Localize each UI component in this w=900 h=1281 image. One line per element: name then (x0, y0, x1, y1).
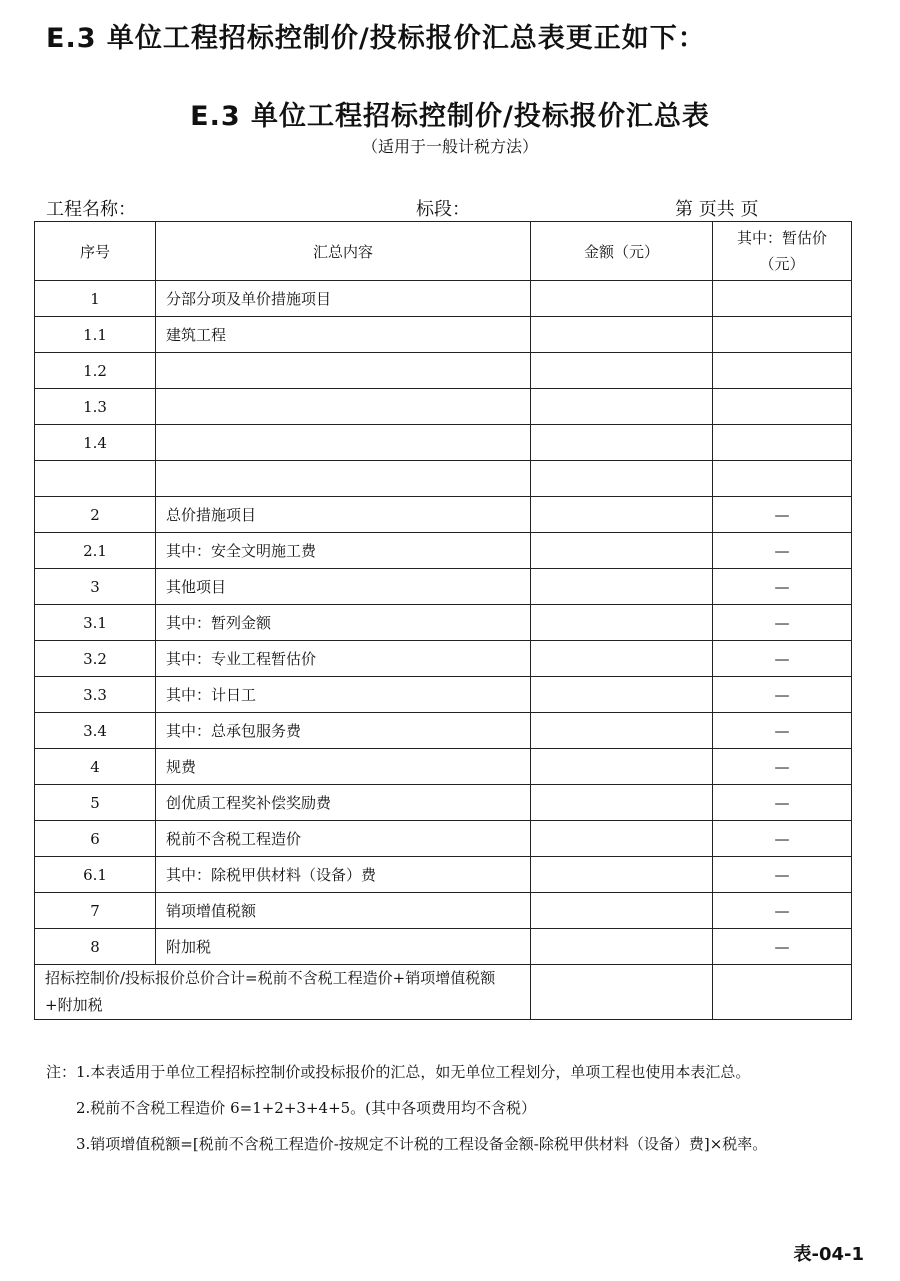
project-name-label: 工程名称： (46, 199, 136, 220)
row-content: 其他项目 (156, 569, 531, 605)
row-content: 分部分项及单价措施项目 (156, 281, 531, 317)
row-amount (531, 605, 713, 641)
row-serial-no (35, 461, 156, 497)
table-header-row (35, 222, 852, 281)
row-serial-no: 5 (35, 785, 156, 821)
row-amount (531, 425, 713, 461)
table-row (35, 569, 852, 605)
row-content: 其中：除税甲供材料（设备）费 (156, 857, 531, 893)
note-3: 3.销项增值税额=[税前不含税工程造价-按规定不计税的工程设备金额-除税甲供材料（设备）费]×税率。 (76, 1135, 768, 1153)
table-row (35, 605, 852, 641)
row-content (156, 353, 531, 389)
table-row (35, 821, 852, 857)
row-serial-no: 3 (35, 569, 156, 605)
row-provisional-price: — (713, 785, 852, 821)
total-row (35, 965, 852, 1020)
row-content: 总价措施项目 (156, 497, 531, 533)
row-serial-no: 3.3 (35, 677, 156, 713)
row-serial-no: 2.1 (35, 533, 156, 569)
row-provisional-price: — (713, 677, 852, 713)
table-row (35, 677, 852, 713)
table-row (35, 497, 852, 533)
row-amount (531, 569, 713, 605)
row-amount (531, 533, 713, 569)
page-indicator: 第 页共 页 (675, 199, 759, 220)
row-provisional-price (713, 389, 852, 425)
table-row (35, 641, 852, 677)
row-amount (531, 353, 713, 389)
header-content: 汇总内容 (156, 222, 531, 281)
row-provisional-price: — (713, 569, 852, 605)
header-serial-no: 序号 (35, 222, 156, 281)
row-content: 其中：总承包服务费 (156, 713, 531, 749)
row-content: 其中：专业工程暂估价 (156, 641, 531, 677)
row-amount (531, 893, 713, 929)
row-provisional-price: — (713, 821, 852, 857)
row-serial-no: 1.3 (35, 389, 156, 425)
table-row (35, 749, 852, 785)
row-amount (531, 929, 713, 965)
table-row (35, 281, 852, 317)
row-serial-no: 6.1 (35, 857, 156, 893)
table-row (35, 353, 852, 389)
summary-table (34, 221, 852, 1020)
row-provisional-price: — (713, 713, 852, 749)
row-amount (531, 497, 713, 533)
row-provisional-price (713, 317, 852, 353)
row-provisional-price (713, 461, 852, 497)
table-row (35, 929, 852, 965)
row-provisional-price: — (713, 749, 852, 785)
header-amount: 金额（元） (531, 222, 713, 281)
row-amount (531, 281, 713, 317)
table-row (35, 713, 852, 749)
note-1: 注：1.本表适用于单位工程招标控制价或投标报价的汇总，如无单位工程划分，单项工程也使用本表汇总。 (46, 1063, 751, 1081)
table-title: E.3 单位工程招标控制价/投标报价汇总表 (190, 101, 710, 132)
table-row (35, 857, 852, 893)
row-content: 其中：计日工 (156, 677, 531, 713)
total-provisional-cell (713, 965, 852, 1020)
row-amount (531, 713, 713, 749)
row-content: 税前不含税工程造价 (156, 821, 531, 857)
row-content: 其中：安全文明施工费 (156, 533, 531, 569)
row-content (156, 461, 531, 497)
correction-heading: E.3 单位工程招标控制价/投标报价汇总表更正如下： (46, 23, 706, 54)
row-amount (531, 749, 713, 785)
row-amount (531, 821, 713, 857)
table-row (35, 893, 852, 929)
row-provisional-price: — (713, 893, 852, 929)
row-serial-no: 3.4 (35, 713, 156, 749)
table-row (35, 533, 852, 569)
row-serial-no: 6 (35, 821, 156, 857)
row-provisional-price: — (713, 533, 852, 569)
row-amount (531, 317, 713, 353)
row-amount (531, 641, 713, 677)
row-content: 建筑工程 (156, 317, 531, 353)
row-serial-no: 1.2 (35, 353, 156, 389)
row-serial-no: 8 (35, 929, 156, 965)
row-content (156, 425, 531, 461)
section-label: 标段： (416, 199, 470, 220)
row-provisional-price: — (713, 929, 852, 965)
row-content (156, 389, 531, 425)
row-serial-no: 3.1 (35, 605, 156, 641)
row-amount (531, 389, 713, 425)
row-provisional-price: — (713, 605, 852, 641)
row-amount (531, 857, 713, 893)
total-label: 招标控制价/投标报价总价合计=税前不含税工程造价+销项增值税额+附加税 (35, 965, 531, 1020)
row-content: 销项增值税额 (156, 893, 531, 929)
notes-section (46, 1058, 836, 1166)
table-row (35, 425, 852, 461)
row-content: 其中：暂列金额 (156, 605, 531, 641)
row-provisional-price (713, 425, 852, 461)
row-serial-no: 1.4 (35, 425, 156, 461)
row-serial-no: 1.1 (35, 317, 156, 353)
row-provisional-price (713, 281, 852, 317)
row-content: 附加税 (156, 929, 531, 965)
row-serial-no: 7 (35, 893, 156, 929)
row-provisional-price (713, 353, 852, 389)
form-code: 表-04-1 (793, 1244, 864, 1265)
row-provisional-price: — (713, 497, 852, 533)
row-serial-no: 4 (35, 749, 156, 785)
note-2: 2.税前不含税工程造价 6=1+2+3+4+5。(其中各项费用均不含税） (76, 1099, 537, 1117)
row-provisional-price: — (713, 641, 852, 677)
row-amount (531, 461, 713, 497)
row-serial-no: 1 (35, 281, 156, 317)
row-amount (531, 677, 713, 713)
total-amount-cell (531, 965, 713, 1020)
table-row (35, 389, 852, 425)
row-amount (531, 785, 713, 821)
row-provisional-price: — (713, 857, 852, 893)
row-serial-no: 2 (35, 497, 156, 533)
row-content: 规费 (156, 749, 531, 785)
table-row (35, 785, 852, 821)
table-row (35, 317, 852, 353)
header-provisional-price: 其中：暂估价（元） (713, 222, 852, 281)
row-content: 创优质工程奖补偿奖励费 (156, 785, 531, 821)
row-serial-no: 3.2 (35, 641, 156, 677)
table-subtitle: （适用于一般计税方法） (361, 137, 538, 156)
table-row (35, 461, 852, 497)
